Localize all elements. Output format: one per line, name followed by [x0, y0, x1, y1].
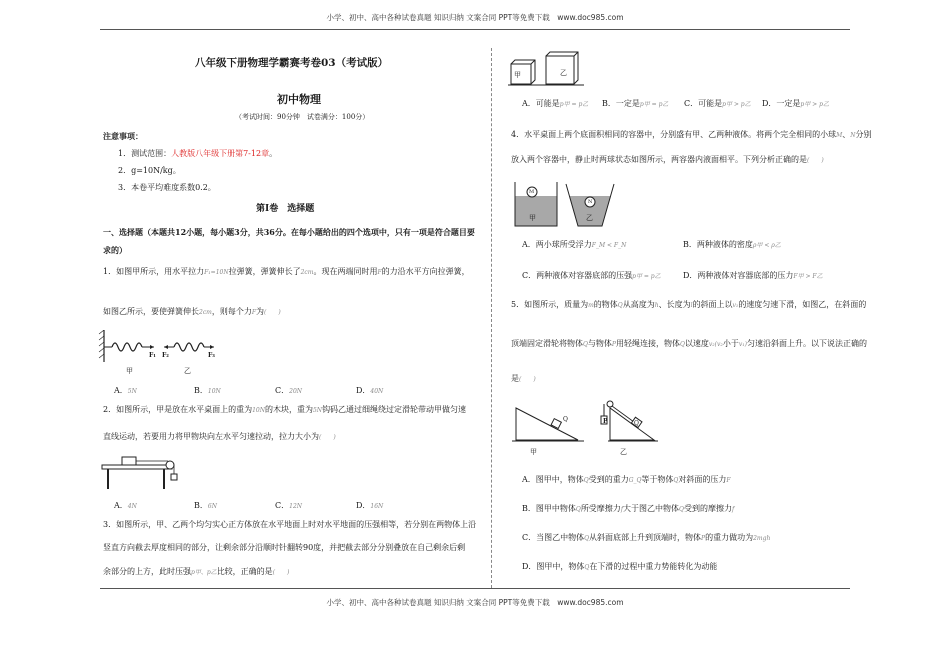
q1-fig-jia: 甲 — [126, 367, 133, 375]
q4-option-b[interactable]: B．两种液体的密度ρ甲 < ρ乙 — [683, 240, 781, 249]
q1-option-c[interactable]: C．20N — [275, 386, 303, 395]
q4-option-a[interactable]: A．两小球所受浮力F_M < F_N — [522, 240, 627, 249]
section-title: 第Ⅰ卷 选择题 — [256, 204, 315, 214]
q4-line2: 放入两个容器中，静止时两球状态如图所示，两容器内液面相平。下列分析正确的是( ) — [511, 155, 824, 164]
q2-option-b[interactable]: B．6N — [194, 501, 217, 510]
q1-option-b[interactable]: B．10N — [194, 386, 221, 395]
header-divider — [100, 29, 850, 30]
q2-option-d[interactable]: D．16N — [356, 501, 384, 510]
page-footer: 小学、初中、高中各种试卷真题 知识归纳 文案合同 PPT等免费下载 www.doc985.com — [326, 598, 624, 607]
q3-option-b[interactable]: B．一定是p甲 = p乙 — [602, 99, 669, 108]
q2-line1: 2．如图所示，甲是放在水平桌面上的重为10N的木块，重为5N钩码乙通过细绳绕过定滑轮带动甲做匀速 — [103, 405, 467, 414]
q3-line1: 3．如图所示，甲、乙两个均匀实心正方体放在水平地面上时对水平地面的压强相等，若分别在两物体上沿 — [103, 520, 477, 529]
q4-ball-m: M — [529, 189, 535, 195]
q5-incline-figure — [512, 398, 662, 450]
q5-fig-yi: 乙 — [620, 448, 627, 456]
q5-line3: 是( ) — [511, 374, 536, 383]
q1-line2: 如图乙所示，要使弹簧伸长2cm，则每个力F为( ) — [103, 307, 281, 316]
note-3: 3．本卷平均难度系数0.2。 — [118, 183, 216, 192]
q5-label-q-yi: Q — [634, 420, 639, 427]
q5-line1: 5．如图所示，质量为m的物体Q从高度为h、长度为l的斜面上以v₁的速度匀速下滑，如图乙，在斜面的 — [511, 300, 867, 309]
q4-fig-jia: 甲 — [529, 214, 536, 222]
note-2: 2．g=10N/kg。 — [118, 166, 181, 175]
q4-ball-n: N — [588, 199, 593, 205]
q4-line1: 4．水平桌面上两个底面积相同的容器中，分别盛有甲、乙两种液体。将两个完全相同的小球M、N分别 — [511, 130, 872, 139]
q1-option-d[interactable]: D．40N — [356, 386, 384, 395]
footer-divider — [100, 588, 850, 589]
section-intro-1: 一、选择题（本题共12小题，每小题3分，共36分。在每小题给出的四个选项中，只有一项是符合题目要 — [103, 227, 475, 237]
q3-fig-yi: 乙 — [560, 69, 567, 77]
q4-option-d[interactable]: D．两种液体对容器底部的压力F甲 > F乙 — [683, 271, 823, 280]
q2-option-c[interactable]: C．12N — [275, 501, 303, 510]
exam-subtitle: 初中物理 — [277, 93, 321, 106]
test-range: 人教版八年级下册第7-12章 — [171, 149, 270, 158]
note-1-suffix: 。 — [269, 149, 278, 158]
q2-table-figure — [100, 452, 180, 492]
q3-line2: 竖直方向截去厚度相同的部分，让剩余部分沿顺时针翻转90度，并把截去部分分别叠放在自己剩余后剩 — [103, 543, 466, 552]
page-header: 小学、初中、高中各种试卷真题 知识归纳 文案合同 PPT等免费下载 www.doc985.com — [326, 13, 624, 22]
q1-option-a[interactable]: A．5N — [114, 386, 137, 395]
q1-line1: 1．如图甲所示，用水平拉力F₁=10N拉弹簧，弹簧伸长了2cm。现在两端同时用F的力沿水平方向拉弹簧， — [103, 267, 470, 276]
notes-heading: 注意事项： — [103, 131, 143, 141]
q3-line3: 余部分的上方，此时压强p甲、p乙比较，正确的是( ) — [103, 567, 290, 576]
section-intro-2: 求的） — [103, 245, 127, 255]
exam-title: 八年级下册物理学霸赛考卷03（考试版） — [195, 57, 389, 69]
q2-line2: 直线运动，若要用力将甲物块向左水平匀速拉动，拉力大小为( ) — [103, 432, 336, 441]
q1-fig-yi: 乙 — [184, 367, 191, 375]
q5-option-b[interactable]: B．图甲中物体Q所受摩擦力f大于图乙中物体Q受到的摩擦力f — [522, 504, 735, 513]
q3-fig-jia: 甲 — [514, 71, 521, 79]
q5-label-q-jia: Q — [563, 416, 568, 423]
q4-fig-yi: 乙 — [586, 214, 593, 222]
q5-option-a[interactable]: A．图甲中，物体Q受到的重力G_Q等于物体Q对斜面的压力F — [522, 475, 731, 484]
q1-label-f2: F₂ — [162, 352, 169, 359]
q3-option-a[interactable]: A．可能是p甲 = p乙 — [522, 99, 589, 108]
q5-label-p: P — [603, 418, 608, 425]
q4-option-c[interactable]: C．两种液体对容器底部的压强p甲 = p乙 — [522, 271, 661, 280]
note-1-prefix: 1．测试范围： — [118, 149, 172, 158]
q5-option-c[interactable]: C．当图乙中物体Q从斜面底部上升到顶端时，物体P的重力做功为2mgh — [522, 533, 771, 542]
q2-option-a[interactable]: A．4N — [114, 501, 137, 510]
q1-label-f3: F₃ — [208, 352, 215, 359]
q5-option-d[interactable]: D．图甲中，物体Q在下滑的过程中重力势能转化为动能 — [522, 562, 718, 571]
q3-option-c[interactable]: C．可能是p甲 > p乙 — [684, 99, 751, 108]
q1-label-f1: F₁ — [149, 352, 156, 359]
q3-option-d[interactable]: D．一定是p甲 > p乙 — [762, 99, 829, 108]
column-divider — [491, 48, 492, 588]
q5-fig-jia: 甲 — [530, 448, 537, 456]
exam-meta: （考试时间：90分钟 试卷满分：100分） — [235, 113, 370, 121]
note-1 — [118, 148, 277, 159]
q5-line2: 顶端固定滑轮将物体Q与物体P用轻绳连接，物体Q以速度v₂(v₂小于v₁)匀速沿斜面上升。以下说法正确的 — [511, 339, 867, 348]
